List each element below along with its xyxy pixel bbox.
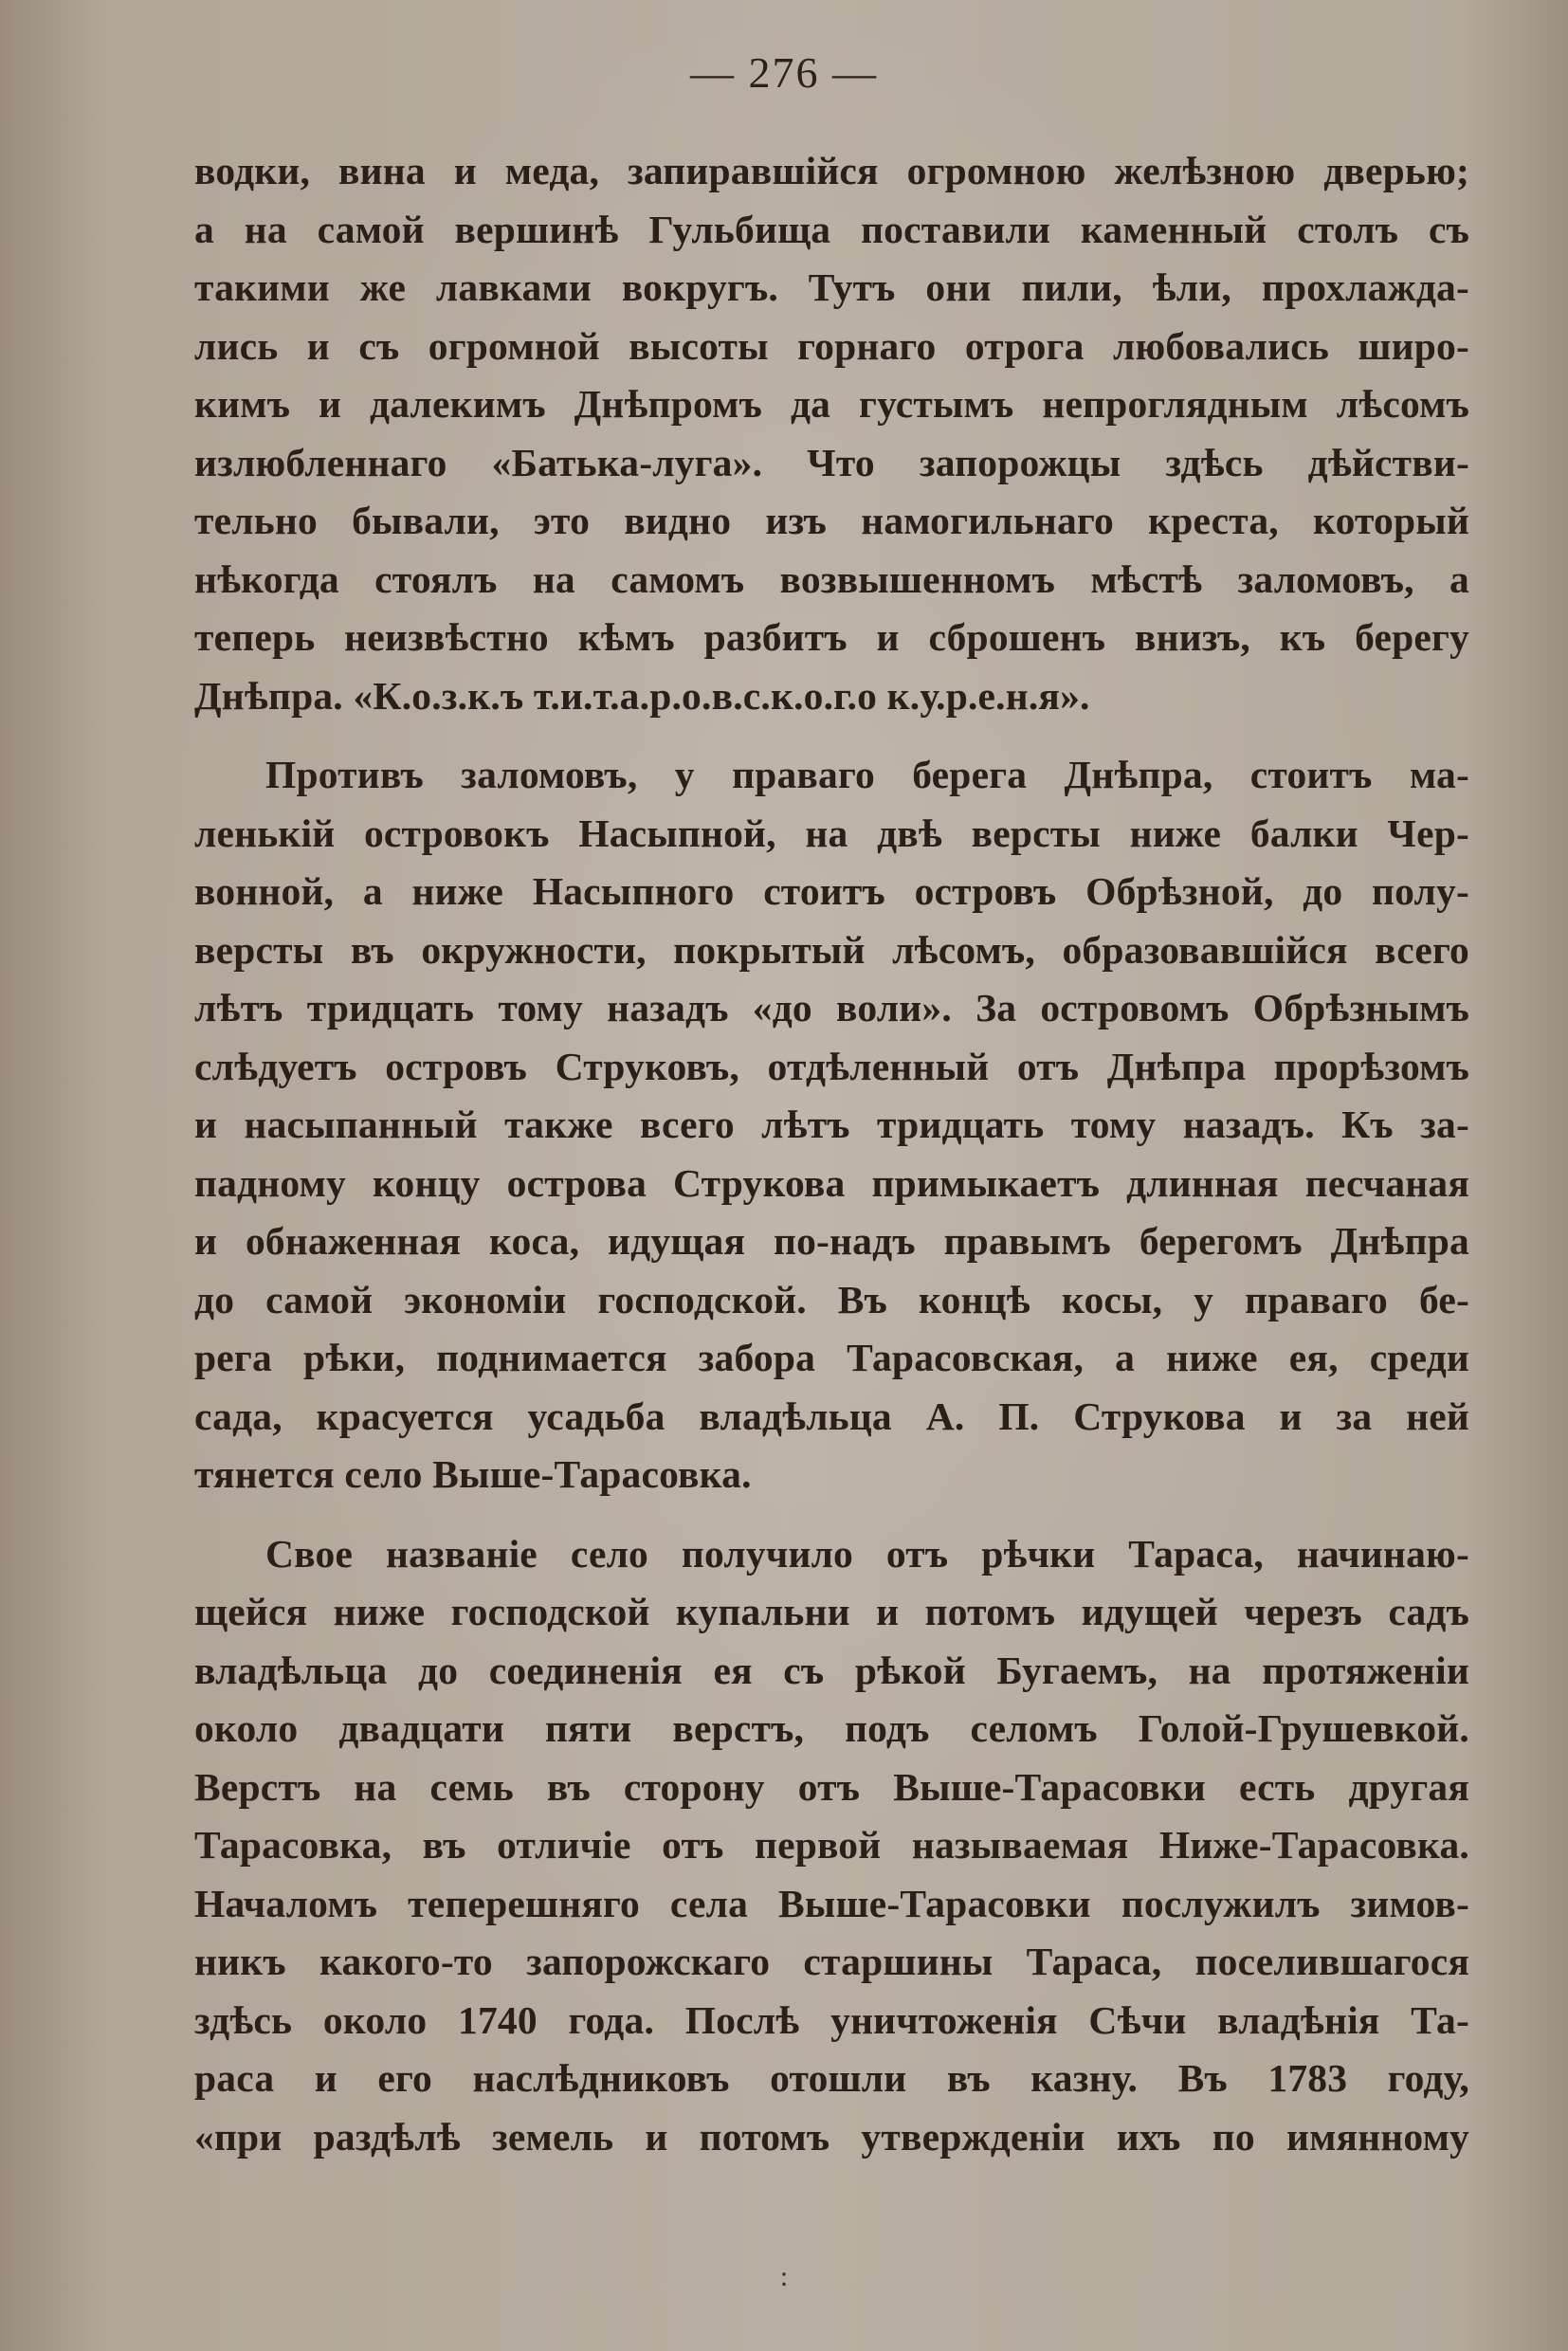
text-line: владѣльца до соединенія ея съ рѣкой Бугаемъ, на протяженіи	[194, 1648, 1469, 1692]
text-line: тянется село Выше-Тарасовка.	[194, 1452, 752, 1496]
text-line: «при раздѣлѣ земель и потомъ утвержденіи ихъ по имянному	[194, 2114, 1469, 2159]
paragraph-3	[194, 1525, 1469, 2167]
text-line: тельно бывали, это видно изъ намогильнаго креста, который	[194, 499, 1469, 542]
text-line: лѣтъ тридцать тому назадъ «до воли». За островомъ Обрѣзнымъ	[194, 986, 1469, 1030]
page-number: — 276 —	[690, 48, 878, 97]
paragraph-2	[194, 746, 1469, 1504]
text-line: а на самой вершинѣ Гульбища поставили каменный столъ съ	[194, 207, 1469, 251]
text-line: слѣдуетъ островъ Струковъ, отдѣленный отъ Днѣпра прорѣзомъ	[194, 1044, 1469, 1088]
body-text	[194, 142, 1469, 2166]
text-line: Свое названіе село получило отъ рѣчки Тараса, начинаю-	[265, 1531, 1469, 1576]
text-line: сада, красуется усадьба владѣльца А. П. Струкова и за ней	[194, 1394, 1469, 1438]
text-line: раса и его наслѣдниковъ отошли въ казну. Въ 1783 году,	[194, 2056, 1469, 2100]
text-line: щейся ниже господской купальни и потомъ идущей черезъ садъ	[194, 1590, 1469, 1633]
text-line: рега рѣки, поднимается забора Тарасовская, а ниже ея, среди	[194, 1336, 1469, 1379]
footer-mark: :	[779, 2261, 789, 2292]
text-line: излюбленнаго «Батька-луга». Что запорожцы здѣсь дѣйстви-	[194, 440, 1469, 484]
text-line: ленькій островокъ Насыпной, на двѣ версты ниже балки Чер-	[194, 811, 1469, 855]
text-line: теперь неизвѣстно кѣмъ разбитъ и сброшенъ внизъ, къ берегу	[194, 615, 1469, 659]
text-line: и обнаженная коса, идущая по-надъ правымъ берегомъ Днѣпра	[194, 1219, 1469, 1263]
text-line: версты въ окружности, покрытый лѣсомъ, образовавшійся всего	[194, 927, 1469, 972]
text-line: и насыпанный также всего лѣтъ тридцать тому назадъ. Къ за-	[194, 1103, 1469, 1146]
text-line: около двадцати пяти верстъ, подъ селомъ Голой-Грушевкой.	[194, 1706, 1469, 1750]
text-line: лись и съ огромной высоты горнаго отрога любовались широ-	[194, 323, 1469, 368]
paragraph-1	[194, 142, 1469, 725]
text-line: здѣсь около 1740 года. Послѣ уничтоженія Сѣчи владѣнія Та-	[194, 1997, 1469, 2042]
text-line: до самой экономіи господской. Въ концѣ косы, у праваго бе-	[194, 1277, 1469, 1321]
text-line: падному концу острова Струкова примыкаетъ длинная песчаная	[194, 1160, 1469, 1205]
text-line: вонной, а ниже Насыпного стоитъ островъ Обрѣзной, до полу-	[194, 869, 1469, 913]
text-line: никъ какого-то запорожскаго старшины Тараса, поселившагося	[194, 1940, 1469, 1983]
text-line: водки, вина и меда, запиравшійся огромною желѣзною дверью;	[194, 149, 1469, 192]
text-line: нѣкогда стоялъ на самомъ возвышенномъ мѣстѣ заломовъ, а	[194, 556, 1469, 601]
text-line: Тарасовка, въ отличіе отъ первой называемая Ниже-Тарасовка.	[194, 1823, 1469, 1867]
text-line: Верстъ на семь въ сторону отъ Выше-Тарасовки есть другая	[194, 1764, 1469, 1809]
text-line: Днѣпра. «К.о.з.к.ъ т.и.т.а.р.о.в.с.к.о.г.о к.у.р.е.н.я».	[194, 673, 1090, 718]
text-line: Началомъ теперешняго села Выше-Тарасовки послужилъ зимов-	[194, 1881, 1469, 1925]
text-line: кимъ и далекимъ Днѣпромъ да густымъ непроглядным лѣсомъ	[194, 382, 1469, 426]
text-line: Противъ заломовъ, у праваго берега Днѣпра, стоитъ ма-	[265, 753, 1469, 796]
text-line: такими же лавками вокругъ. Тутъ они пили, ѣли, прохлажда-	[194, 265, 1469, 309]
